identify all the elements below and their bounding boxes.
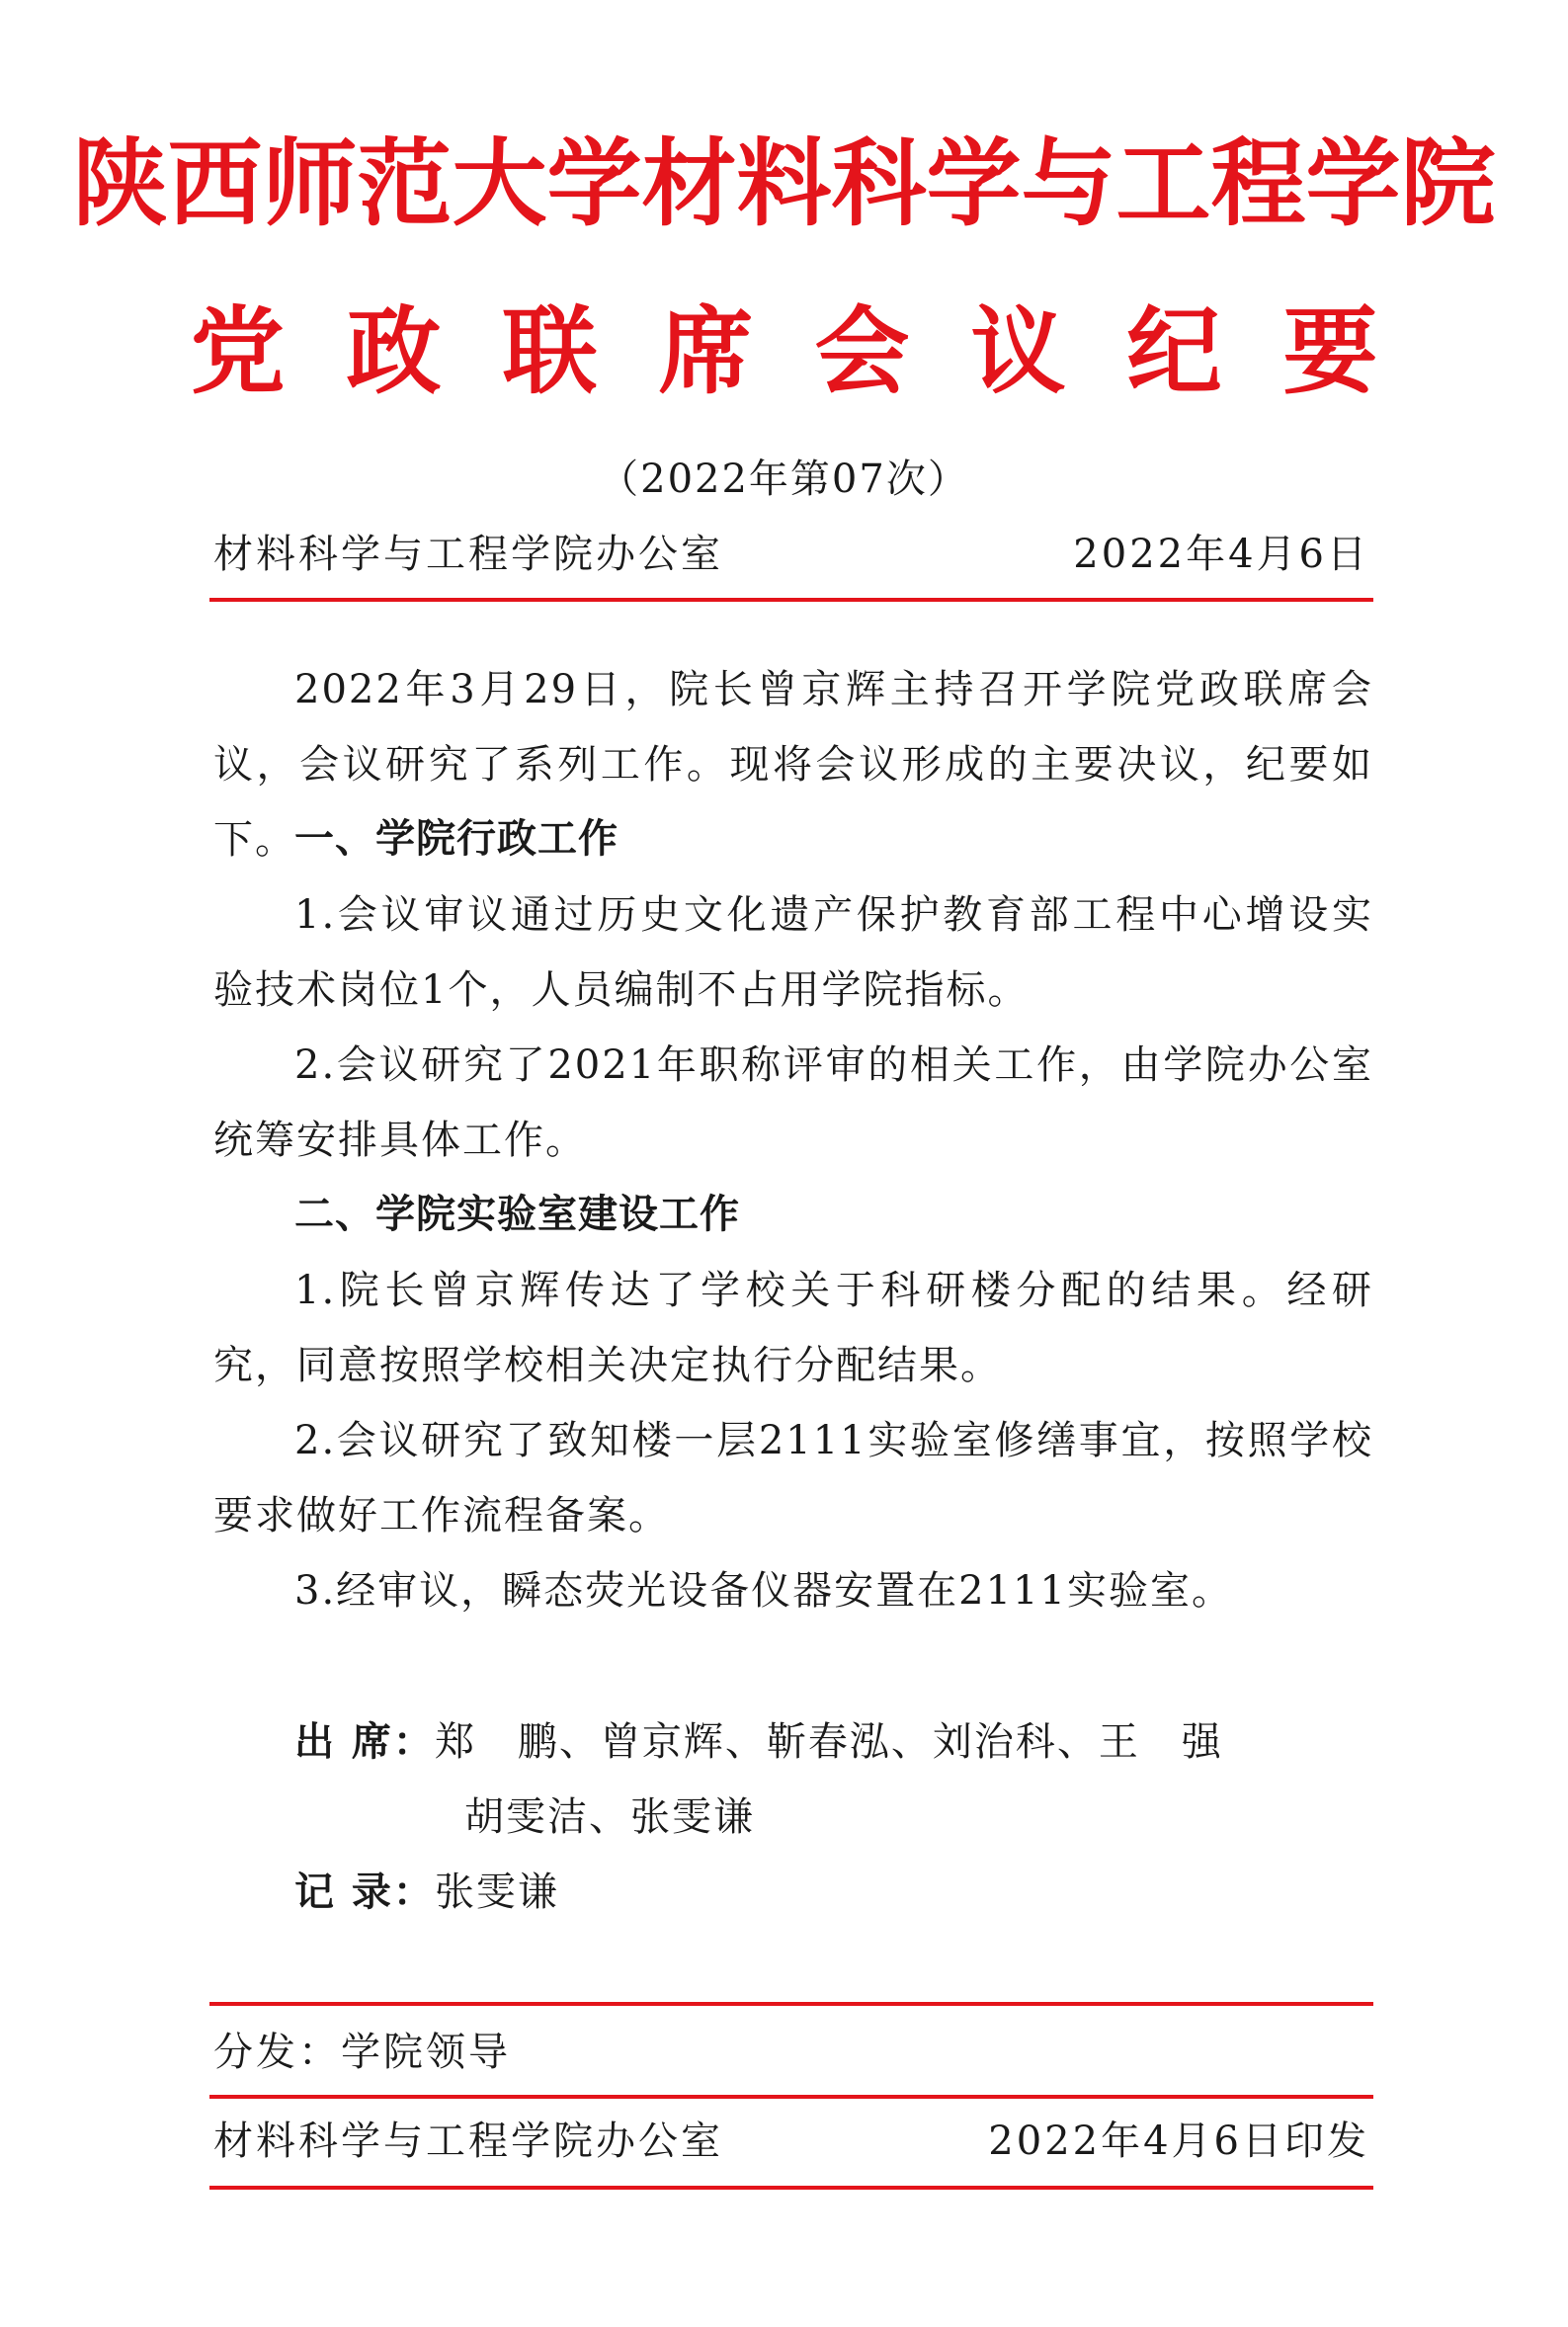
header-issuer: 材料科学与工程学院办公室: [213, 532, 723, 577]
section-1-item-2: 2.会议研究了2021年职称评审的相关工作，由学院办公室统筹安排具体工作。: [213, 1042, 1373, 1163]
footer-divider-top: [209, 2002, 1373, 2006]
attendees-row: [294, 1717, 1223, 1767]
intro-paragraph: 2022年3月29日，院长曾京辉主持召开学院党政联席会议，会议研究了系列工作。现将会议形成的主要决议，纪要如下。: [213, 667, 1373, 863]
issue-number: （2022年第07次）: [599, 457, 969, 502]
distribution-line: 分发：学院领导: [213, 2030, 511, 2075]
section-heading-admin: 一、学院行政工作: [294, 816, 619, 862]
section-heading-lab: 二、学院实验室建设工作: [294, 1192, 740, 1237]
attendees-list-continued: 胡雯洁、张雯谦: [464, 1794, 755, 1840]
document-subtitle: 党政联席会议纪要: [190, 295, 1440, 407]
footer-issuer: 材料科学与工程学院办公室: [213, 2119, 723, 2164]
section-2-item-2: 2.会议研究了致知楼一层2111实验室修缮事宜，按照学校要求做好工作流程备案。: [213, 1418, 1373, 1538]
document-title: 陕西师范大学材料科学与工程学院: [72, 127, 1496, 239]
section-1-item-1: 1.会议审议通过历史文化遗产保护教育部工程中心增设实验技术岗位1个，人员编制不占用学院指标。: [213, 892, 1373, 1013]
section-2-item-3: 3.经审议，瞬态荧光设备仪器安置在2111实验室。: [294, 1568, 1233, 1614]
recorder-label: 记 录：: [294, 1870, 435, 1915]
attendees-label: 出 席：: [294, 1719, 435, 1765]
header-divider: [209, 598, 1373, 602]
header-date: 2022年4月6日: [1073, 532, 1369, 577]
recorder-row: [294, 1868, 559, 1917]
section-2-item-1: 1.院长曾京辉传达了学校关于科研楼分配的结果。经研究，同意按照学校相关决定执行分配结果。: [213, 1268, 1373, 1388]
recorder-name: 张雯谦: [434, 1870, 559, 1915]
footer-divider-middle: [209, 2095, 1373, 2099]
footer-divider-bottom: [209, 2186, 1373, 2190]
footer-issued-date: 2022年4月6日印发: [988, 2119, 1369, 2164]
attendees-list: 郑 鹏、曾京辉、靳春泓、刘治科、王 强: [434, 1719, 1223, 1765]
